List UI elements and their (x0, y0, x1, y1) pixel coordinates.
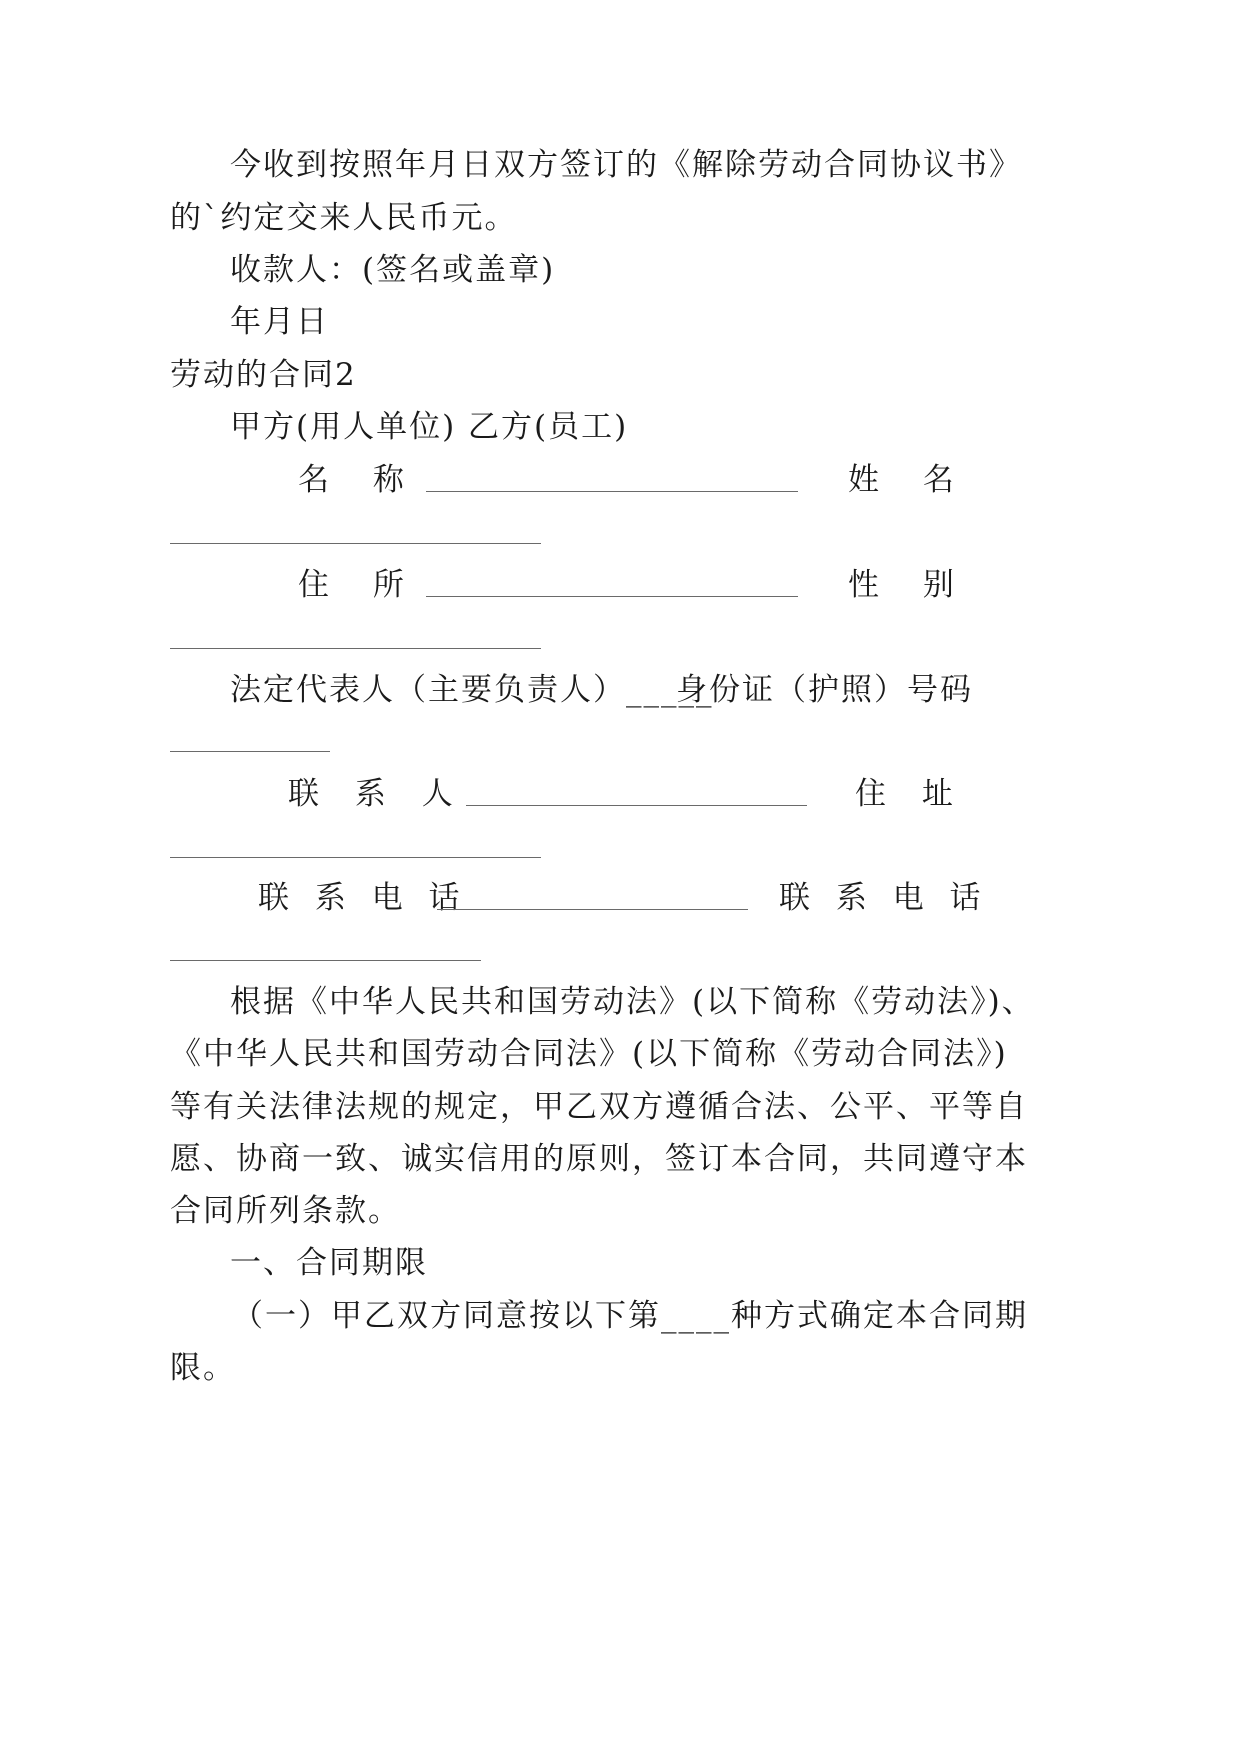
section-1-title: 一、合同期限 (230, 1245, 428, 1281)
address-label: 住 址 (855, 776, 955, 812)
preamble-line-3: 等有关法律法规的规定，甲乙双方遵循合法、公平、平等自 (170, 1089, 1028, 1125)
preamble-line-1: 根据《中华人民共和国劳动法》(以下简称《劳动法》)、 (230, 984, 1035, 1020)
receipt-date: 年月日 (230, 304, 329, 340)
employer-phone-label: 联 系 电 话 (258, 880, 462, 916)
gender-label: 性 别 (848, 567, 956, 603)
employee-phone-label: 联 系 电 话 (779, 880, 983, 916)
residence-blank (426, 596, 798, 597)
gender-blank (170, 648, 541, 649)
receipt-line-2: 的`约定交来人民币元。 (170, 200, 518, 236)
employee-name-label: 姓 名 (848, 462, 956, 498)
receipt-line-1: 今收到按照年月日双方签订的《解除劳动合同协议书》 (230, 147, 1022, 183)
preamble-line-4: 愿、协商一致、诚实信用的原则，签订本合同，共同遵守本 (170, 1141, 1028, 1177)
address-blank (170, 857, 541, 858)
employer-phone-blank (437, 909, 748, 910)
id-number-blank (170, 751, 330, 752)
clause-1-line-1: （一）甲乙双方同意按以下第____种方式确定本合同期 (232, 1298, 1028, 1334)
company-name-blank (426, 491, 798, 492)
company-name-label: 名 称 (298, 462, 406, 498)
residence-label: 住 所 (298, 567, 406, 603)
parties-heading: 甲方(用人单位) 乙方(员工) (230, 409, 629, 445)
legal-rep-label: 法定代表人（主要负责人）_____ (230, 672, 714, 708)
id-number-label: 身份证（护照）号码 (676, 672, 973, 708)
preamble-line-2: 《中华人民共和国劳动合同法》(以下简称《劳动合同法》) (170, 1036, 1008, 1072)
employee-phone-blank (170, 960, 481, 961)
preamble-line-5: 合同所列条款。 (170, 1193, 401, 1229)
employee-name-blank (170, 543, 541, 544)
contact-person-blank (466, 805, 807, 806)
clause-1-line-2: 限。 (170, 1350, 236, 1386)
payee-signature-line: 收款人：(签名或盖章) (230, 252, 556, 288)
contact-person-label: 联 系 人 (288, 776, 455, 812)
contract-title: 劳动的合同2 (170, 357, 357, 393)
